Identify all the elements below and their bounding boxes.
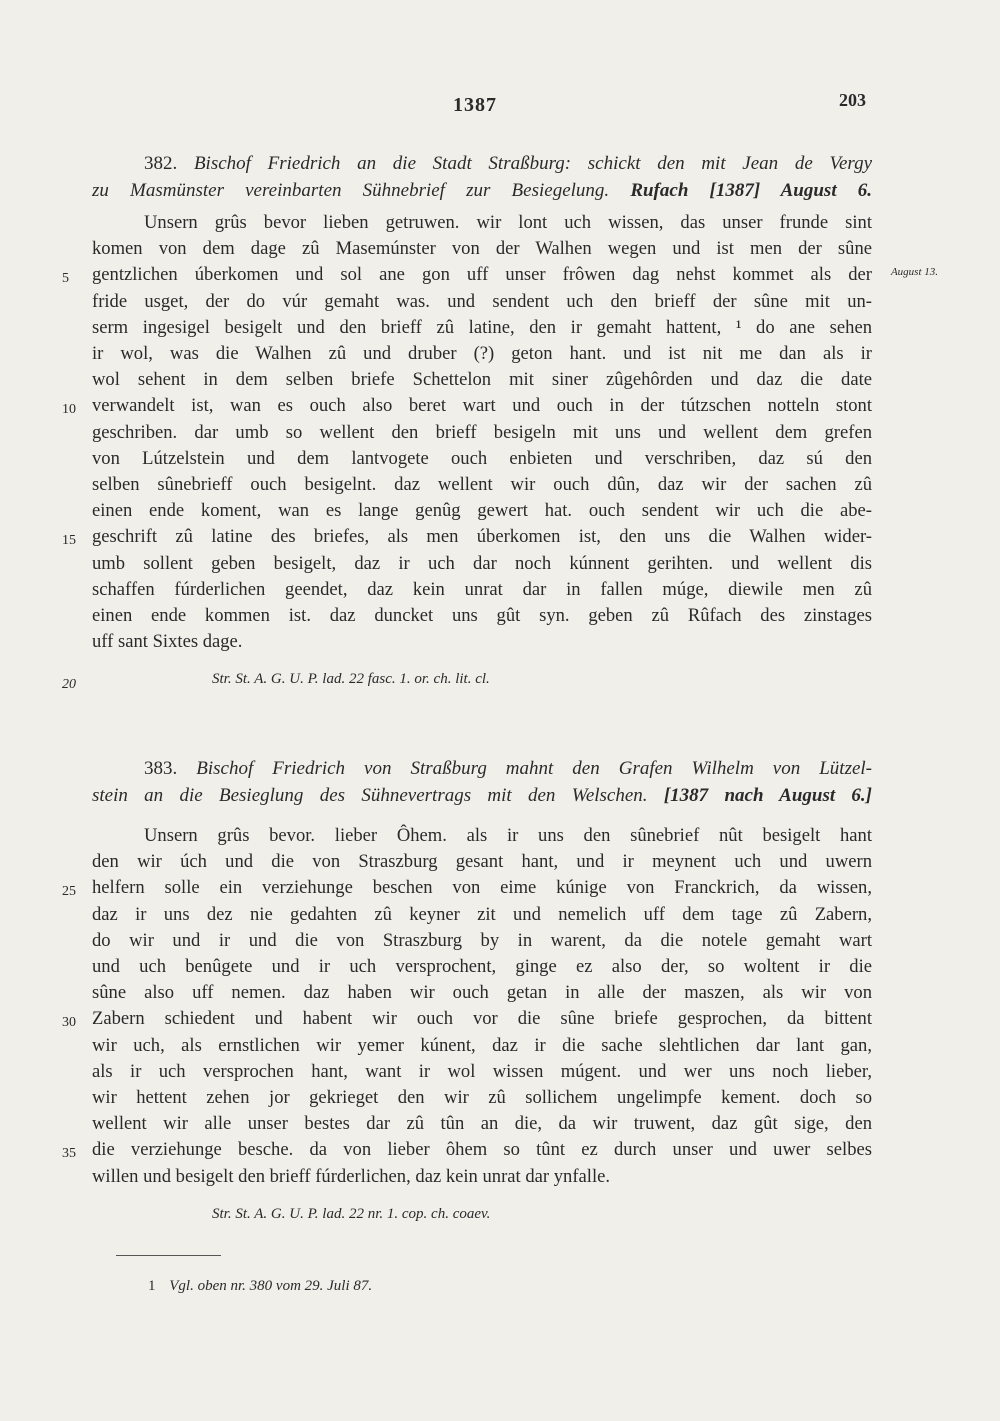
line-number: 25 xyxy=(62,884,76,900)
text-line: daz ir uns dez nie gedahten zû keyner zit und nemelich uff dem tage zû Zabern, xyxy=(92,903,872,925)
doc-383-body xyxy=(62,823,872,1190)
doc-382-body xyxy=(62,210,872,655)
page-number: 203 xyxy=(839,90,866,110)
doc-383-date: [1387 nach August 6.] xyxy=(663,785,873,806)
text-line: wellent wir alle unser bestes dar zû tûn an die, da wir truwent, daz gût sige, den xyxy=(92,1113,872,1135)
doc-382-source: 20 Str. St. A. G. U. P. lad. 22 fasc. 1. or. ch. lit. cl. xyxy=(62,671,490,693)
text-line: wir uch, als ernstlichen wir yemer kúnent, daz ir die sache slehtlichen dar lant gan, xyxy=(92,1034,872,1056)
line-number: 35 xyxy=(62,1146,76,1162)
text-line: uff sant Sixtes dage. xyxy=(92,631,243,653)
text-line: wir hettent zehen jor gekrieget den wir zû sollichem ungelimpfe kement. doch so xyxy=(92,1087,872,1109)
text-line: umb sollent geben besigelt, daz ir uch dar noch kúnnent gerihten. und wellent dis xyxy=(92,552,872,574)
line-number: 15 xyxy=(62,533,76,549)
doc-382-title-line1: Bischof Friedrich an die Stadt Straßburg: schickt den mit Jean de Vergy xyxy=(193,153,872,174)
doc-383-heading xyxy=(92,755,872,809)
doc-382-number: 382. xyxy=(144,153,178,174)
footnote-text: Vgl. oben nr. 380 vom 29. Juli 87. xyxy=(169,1278,373,1294)
doc-383-number: 383. xyxy=(144,758,178,779)
text-line: sûne also uff nemen. daz haben wir ouch getan in alle der maszen, als wir von xyxy=(92,982,872,1004)
text-line: willen und besigelt den brieff fúrderlichen, daz kein unrat dar ynfalle. xyxy=(92,1165,611,1187)
footnote-divider xyxy=(116,1255,221,1256)
doc-382-title-line2: zu Masmünster vereinbarten Sühnebrief zur Besiegelung. xyxy=(92,180,610,201)
header-year: 1387 xyxy=(453,94,497,116)
line-number: 10 xyxy=(62,402,76,418)
text-line: von Lútzelstein und dem lantvogete ouch enbieten und verschriben, daz sú den xyxy=(92,447,872,469)
text-line: komen von dem dage zû Masemúnster von der Walhen wegen und ist men der sûne xyxy=(92,238,872,260)
text-line: Unsern grûs bevor. lieber Ôhem. als ir uns den sûnebrief nût besigelt hant xyxy=(144,825,872,846)
doc-383-title-line2: stein an die Besieglung des Sühnevertrags mit den Welschen. xyxy=(92,785,648,806)
doc-382-date: Rufach [1387] August 6. xyxy=(630,180,872,201)
text-line: wol sehent in dem selben briefe Schettelon mit siner zûgehôrden und daz die date xyxy=(92,369,872,391)
text-line: 10 verwandelt ist, wan es ouch also beret wart und ouch in der tútzschen notteln stont xyxy=(92,393,872,419)
line-number: 30 xyxy=(62,1015,76,1031)
text-line: do wir und ir und die von Straszburg by in warent, da die notele gemaht wart xyxy=(92,929,872,951)
footnote-marker: 1 xyxy=(148,1278,156,1294)
text-line: selben sûnebrieff ouch besigelnt. daz wellent wir ouch dûn, daz wir der sachen zû xyxy=(92,474,872,496)
text-line: fride usget, der do vúr gemaht was. und sendent uch den brieff der sûne mit un- xyxy=(92,290,872,312)
text-line: ir wol, was die Walhen zû und druber (?) geton hant. und ist nit me dan als ir xyxy=(92,343,872,365)
text-line: den wir úch und die von Straszburg gesant hant, und ir meynent uch und uwern xyxy=(92,851,872,873)
line-number: 20 xyxy=(62,677,76,693)
line-number: 5 xyxy=(62,271,69,287)
text-line: Unsern grûs bevor lieben getruwen. wir lont uch wissen, das unser frunde sint xyxy=(144,212,872,233)
text-line: 15 geschrift zû latine des briefes, als men úberkomen ist, den uns die Walhen wider- xyxy=(92,524,872,550)
text-line: einen ende kommen ist. daz duncket uns gût syn. geben zû Rûfach des zinstages xyxy=(92,605,872,627)
doc-383-title-line1: Bischof Friedrich von Straßburg mahnt den Grafen Wilhelm von Lützel- xyxy=(196,758,872,779)
text-line: 5 gentzlichen úberkomen und sol ane gon uff unser frôwen dag nehst kommet als der xyxy=(92,262,872,288)
text-line: geschriben. dar umb so wellent den brieff besigeln mit uns und wellent dem grefen xyxy=(92,421,872,443)
doc-383-source: Str. St. A. G. U. P. lad. 22 nr. 1. cop. ch. coaev. xyxy=(212,1205,491,1222)
doc-382-heading xyxy=(92,150,872,204)
text-line: 35 die verziehunge besche. da von lieber ôhem so tûnt ez durch unser und uwer selbes xyxy=(92,1137,872,1163)
text-line: als ir uch versprochen hant, want ir wol wissen múgent. und wer uns noch lieber, xyxy=(92,1060,872,1082)
text-line: schaffen fúrderlichen geendet, daz kein unrat dar in fallen múge, diewile men zû xyxy=(92,578,872,600)
document-383 xyxy=(62,755,873,1223)
text-line: 30 Zabern schiedent und habent wir ouch vor die sûne briefe gesprochen, da bittent xyxy=(92,1006,872,1032)
text-line: einen ende koment, wan es lange genûg gewert hat. ouch sendent wir uch die abe- xyxy=(92,500,872,522)
text-line: serm ingesigel besigelt und den brieff zû latine, den ir gemaht hattent, ¹ do ane sehen xyxy=(92,316,872,338)
text-line: 25 helfern solle ein verziehunge beschen von eime kúnige von Franckrich, da wissen, xyxy=(92,875,872,901)
text-line: und uch benûgete und ir uch versprochent, ginge ez also der, so woltent ir die xyxy=(92,956,872,978)
document-382 xyxy=(62,150,872,693)
footnote xyxy=(148,1278,372,1295)
margin-note-date: August 13. xyxy=(890,266,938,278)
